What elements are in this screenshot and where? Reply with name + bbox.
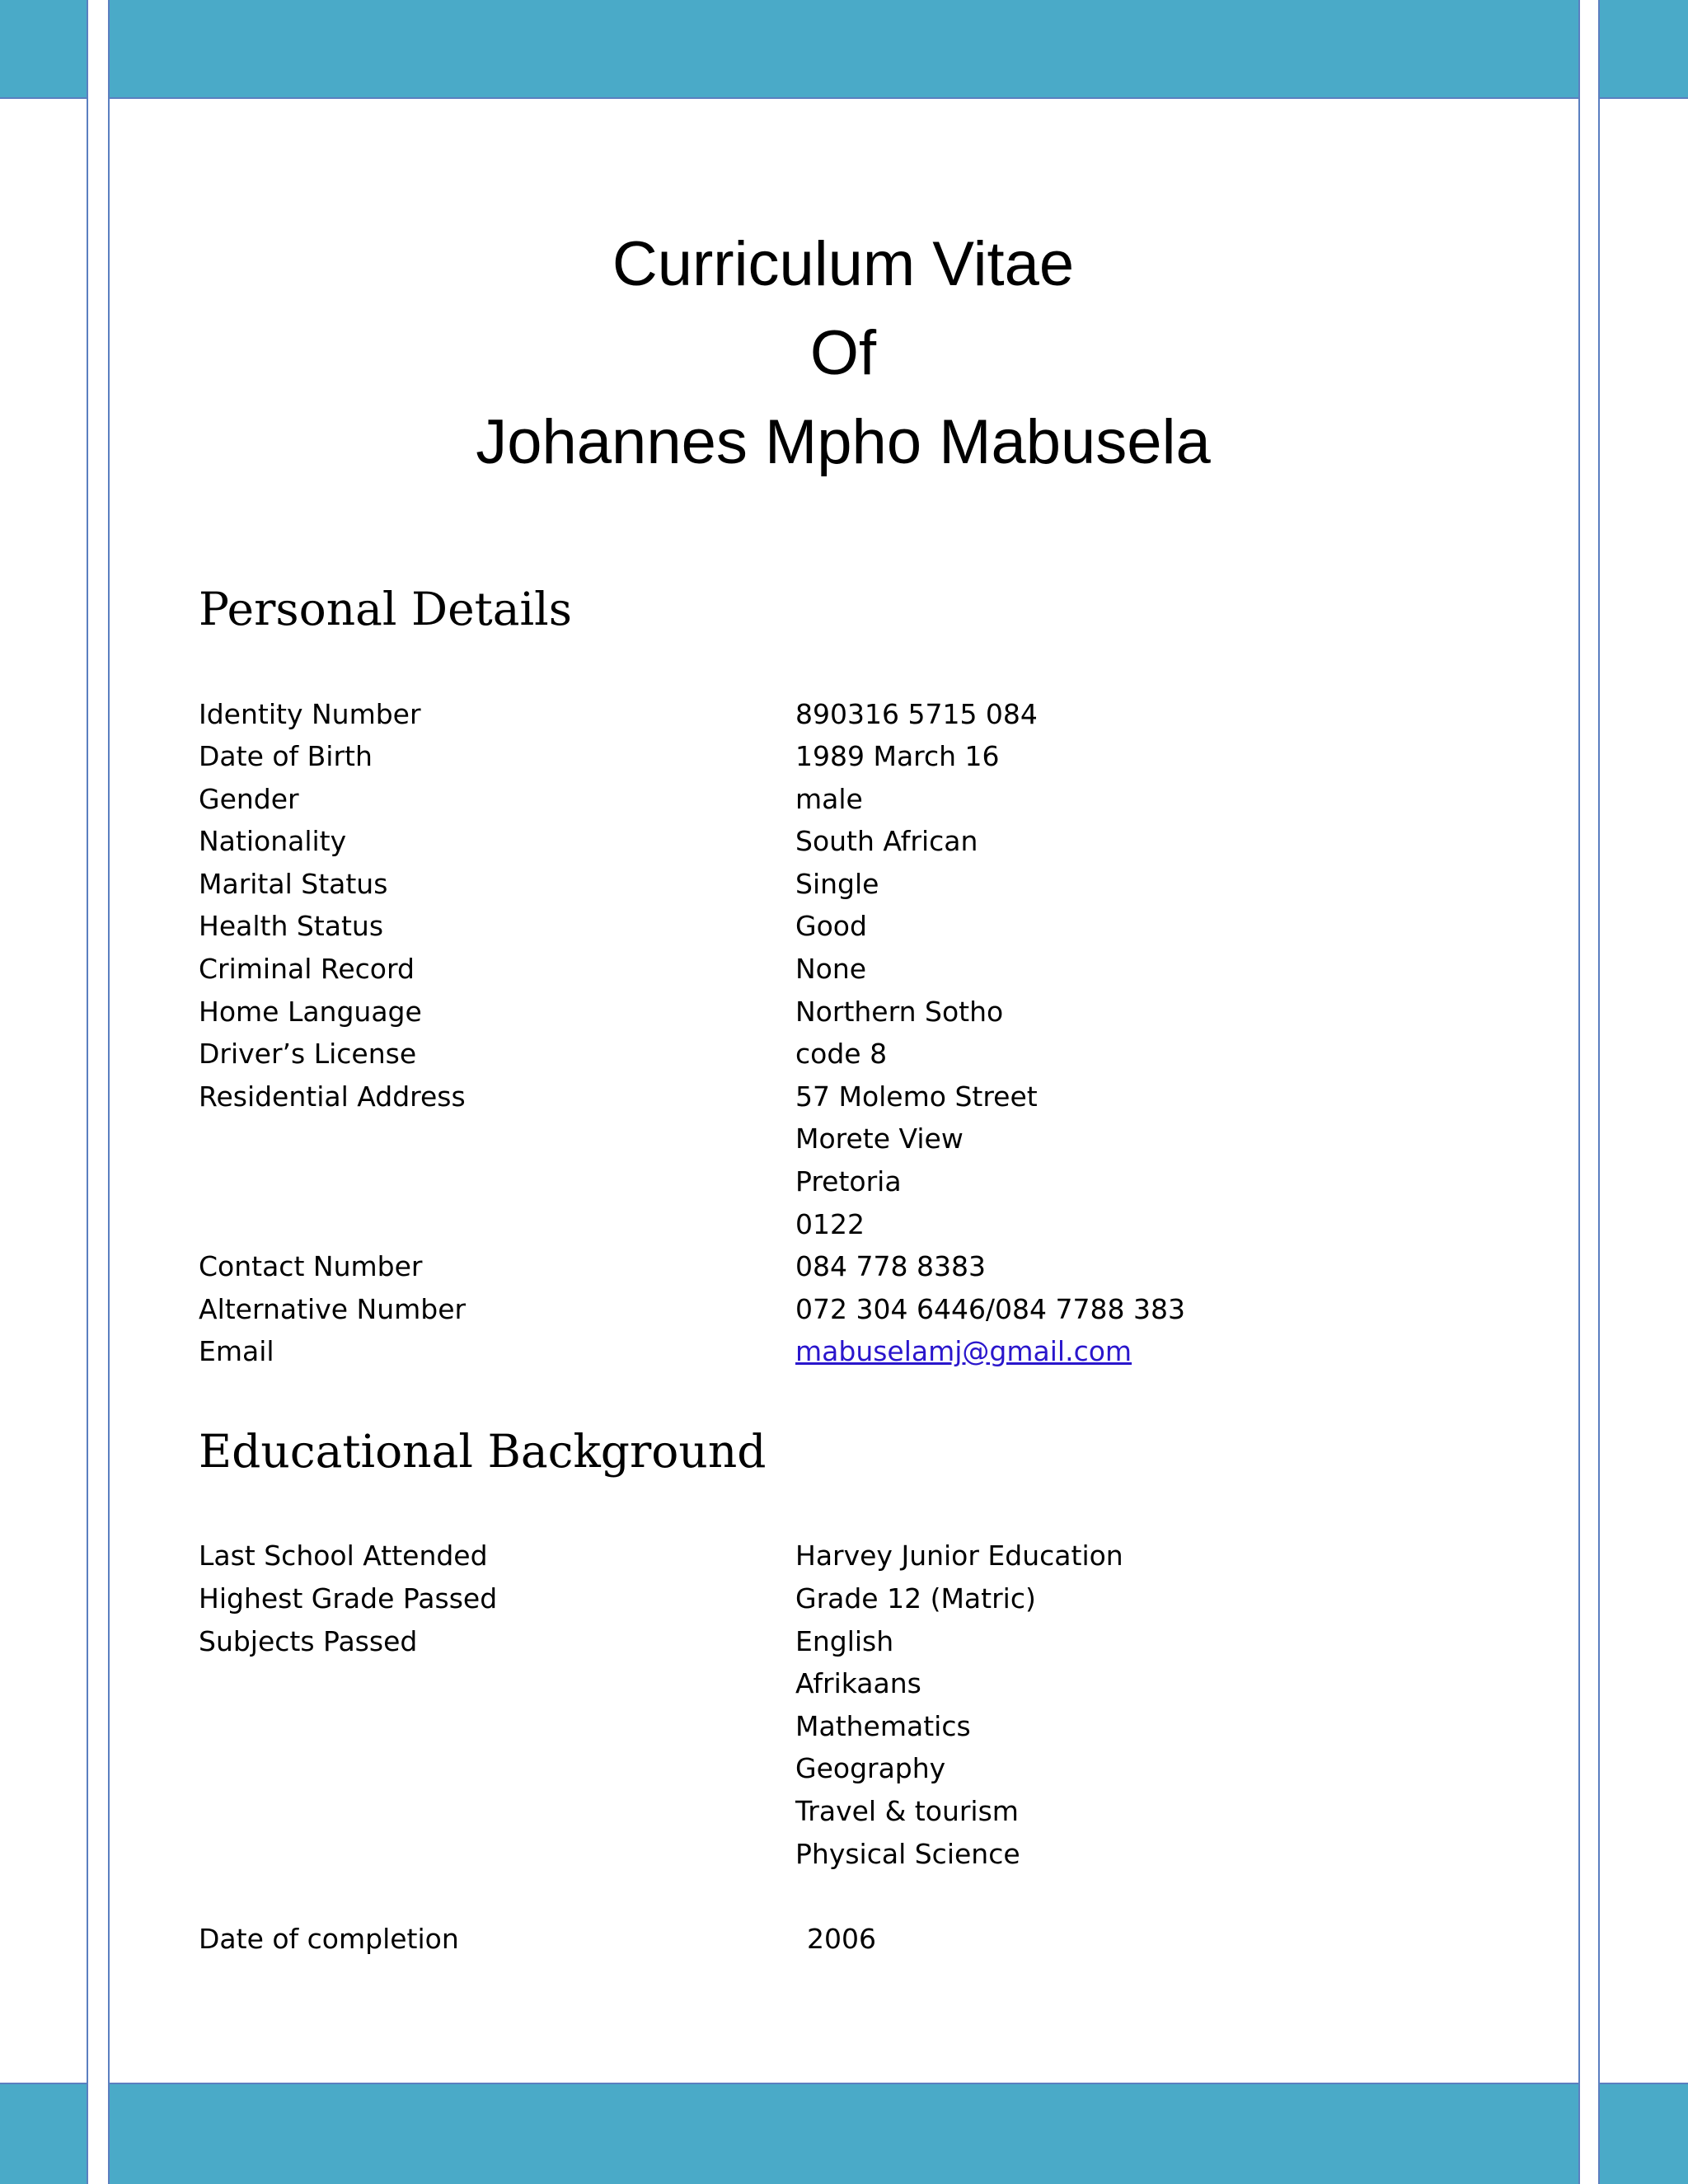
education-value: 2006 bbox=[807, 1923, 876, 1955]
detail-value: 890316 5715 084 bbox=[795, 698, 1038, 730]
education-row-subjects-passed bbox=[199, 1620, 1517, 1663]
education-label: Last School Attended bbox=[199, 1540, 488, 1572]
detail-value: Pretoria bbox=[795, 1165, 902, 1197]
education-label: Highest Grade Passed bbox=[199, 1582, 498, 1615]
frame-line bbox=[108, 2083, 1578, 2084]
frame-line bbox=[1578, 0, 1580, 2184]
education-row-last-school bbox=[199, 1535, 1517, 1577]
detail-value: None bbox=[795, 953, 867, 985]
education-row-subject bbox=[199, 1833, 1517, 1876]
detail-row-address-line bbox=[199, 1203, 1517, 1246]
detail-row-home-language bbox=[199, 991, 1517, 1033]
education-row-subject bbox=[199, 1662, 1517, 1705]
detail-label: Home Language bbox=[199, 996, 422, 1028]
detail-label: Contact Number bbox=[199, 1250, 423, 1282]
frame-line bbox=[0, 2083, 87, 2084]
frame-line bbox=[1598, 0, 1600, 2184]
detail-label: Identity Number bbox=[199, 698, 421, 730]
detail-label: Criminal Record bbox=[199, 953, 415, 985]
detail-label: Gender bbox=[199, 783, 299, 815]
personal-details-heading: Personal Details bbox=[199, 583, 572, 635]
detail-value: South African bbox=[795, 825, 978, 857]
frame-line bbox=[0, 97, 87, 99]
title-line-2: Of bbox=[809, 318, 877, 388]
education-value: Harvey Junior Education bbox=[795, 1540, 1123, 1572]
detail-value: Good bbox=[795, 910, 867, 942]
detail-row-identity-number bbox=[199, 693, 1517, 736]
detail-label: Driver’s License bbox=[199, 1038, 417, 1070]
detail-label: Alternative Number bbox=[199, 1293, 467, 1325]
education-label: Date of completion bbox=[199, 1923, 459, 1955]
title-line-3: Johannes Mpho Mabusela bbox=[476, 407, 1211, 477]
detail-value: 57 Molemo Street bbox=[795, 1080, 1038, 1113]
detail-row-nationality bbox=[199, 820, 1517, 863]
detail-row-marital-status bbox=[199, 863, 1517, 906]
detail-value: Morete View bbox=[795, 1122, 964, 1155]
title-line-1: Curriculum Vitae bbox=[612, 229, 1075, 299]
education-value: Physical Science bbox=[795, 1838, 1020, 1870]
education-row-highest-grade bbox=[199, 1577, 1517, 1620]
email-link[interactable]: mabuselamj@gmail.com bbox=[795, 1335, 1132, 1367]
education-value: Travel & tourism bbox=[795, 1795, 1019, 1827]
detail-value: male bbox=[795, 783, 863, 815]
educational-background-heading: Educational Background bbox=[199, 1425, 767, 1478]
detail-row-contact-number bbox=[199, 1245, 1517, 1288]
education-value: Afrikaans bbox=[795, 1667, 921, 1699]
detail-label: Marital Status bbox=[199, 868, 388, 900]
education-row-subject bbox=[199, 1705, 1517, 1748]
detail-row-gender bbox=[199, 778, 1517, 821]
detail-row-email bbox=[199, 1330, 1517, 1373]
education-value: Mathematics bbox=[795, 1710, 971, 1742]
frame-line bbox=[1598, 97, 1688, 99]
detail-value: code 8 bbox=[795, 1038, 888, 1070]
education-row-subject bbox=[199, 1747, 1517, 1790]
detail-value bbox=[795, 1330, 1132, 1373]
detail-label: Date of Birth bbox=[199, 740, 373, 772]
right-margin-gap bbox=[1579, 0, 1599, 2184]
detail-label: Residential Address bbox=[199, 1080, 466, 1113]
detail-value: 072 304 6446/084 7788 383 bbox=[795, 1293, 1185, 1325]
detail-row-date-of-birth bbox=[199, 735, 1517, 778]
detail-label: Health Status bbox=[199, 910, 384, 942]
footer-band bbox=[0, 2083, 1688, 2184]
detail-label: Nationality bbox=[199, 825, 347, 857]
left-margin-gap bbox=[88, 0, 108, 2184]
detail-row-residential-address bbox=[199, 1076, 1517, 1118]
detail-label: Email bbox=[199, 1335, 274, 1367]
education-label: Subjects Passed bbox=[199, 1625, 418, 1657]
header-band bbox=[0, 0, 1688, 99]
detail-value: Single bbox=[795, 868, 879, 900]
detail-value: Northern Sotho bbox=[795, 996, 1004, 1028]
education-value: Grade 12 (Matric) bbox=[795, 1582, 1036, 1615]
frame-line bbox=[108, 97, 1578, 99]
detail-row-criminal-record bbox=[199, 948, 1517, 991]
education-row-subject bbox=[199, 1790, 1517, 1833]
education-value: English bbox=[795, 1625, 894, 1657]
detail-row-health-status bbox=[199, 905, 1517, 948]
detail-value: 1989 March 16 bbox=[795, 740, 1000, 772]
education-value: Geography bbox=[795, 1752, 946, 1784]
education-row-date-of-completion bbox=[199, 1918, 1517, 1961]
detail-row-drivers-license bbox=[199, 1033, 1517, 1076]
detail-row-address-line bbox=[199, 1118, 1517, 1160]
frame-line bbox=[1598, 2083, 1688, 2084]
detail-row-address-line bbox=[199, 1160, 1517, 1203]
document-title bbox=[108, 221, 1578, 488]
detail-row-alternative-number bbox=[199, 1288, 1517, 1331]
detail-value: 0122 bbox=[795, 1208, 865, 1240]
frame-line bbox=[87, 0, 88, 2184]
detail-value: 084 778 8383 bbox=[795, 1250, 986, 1282]
